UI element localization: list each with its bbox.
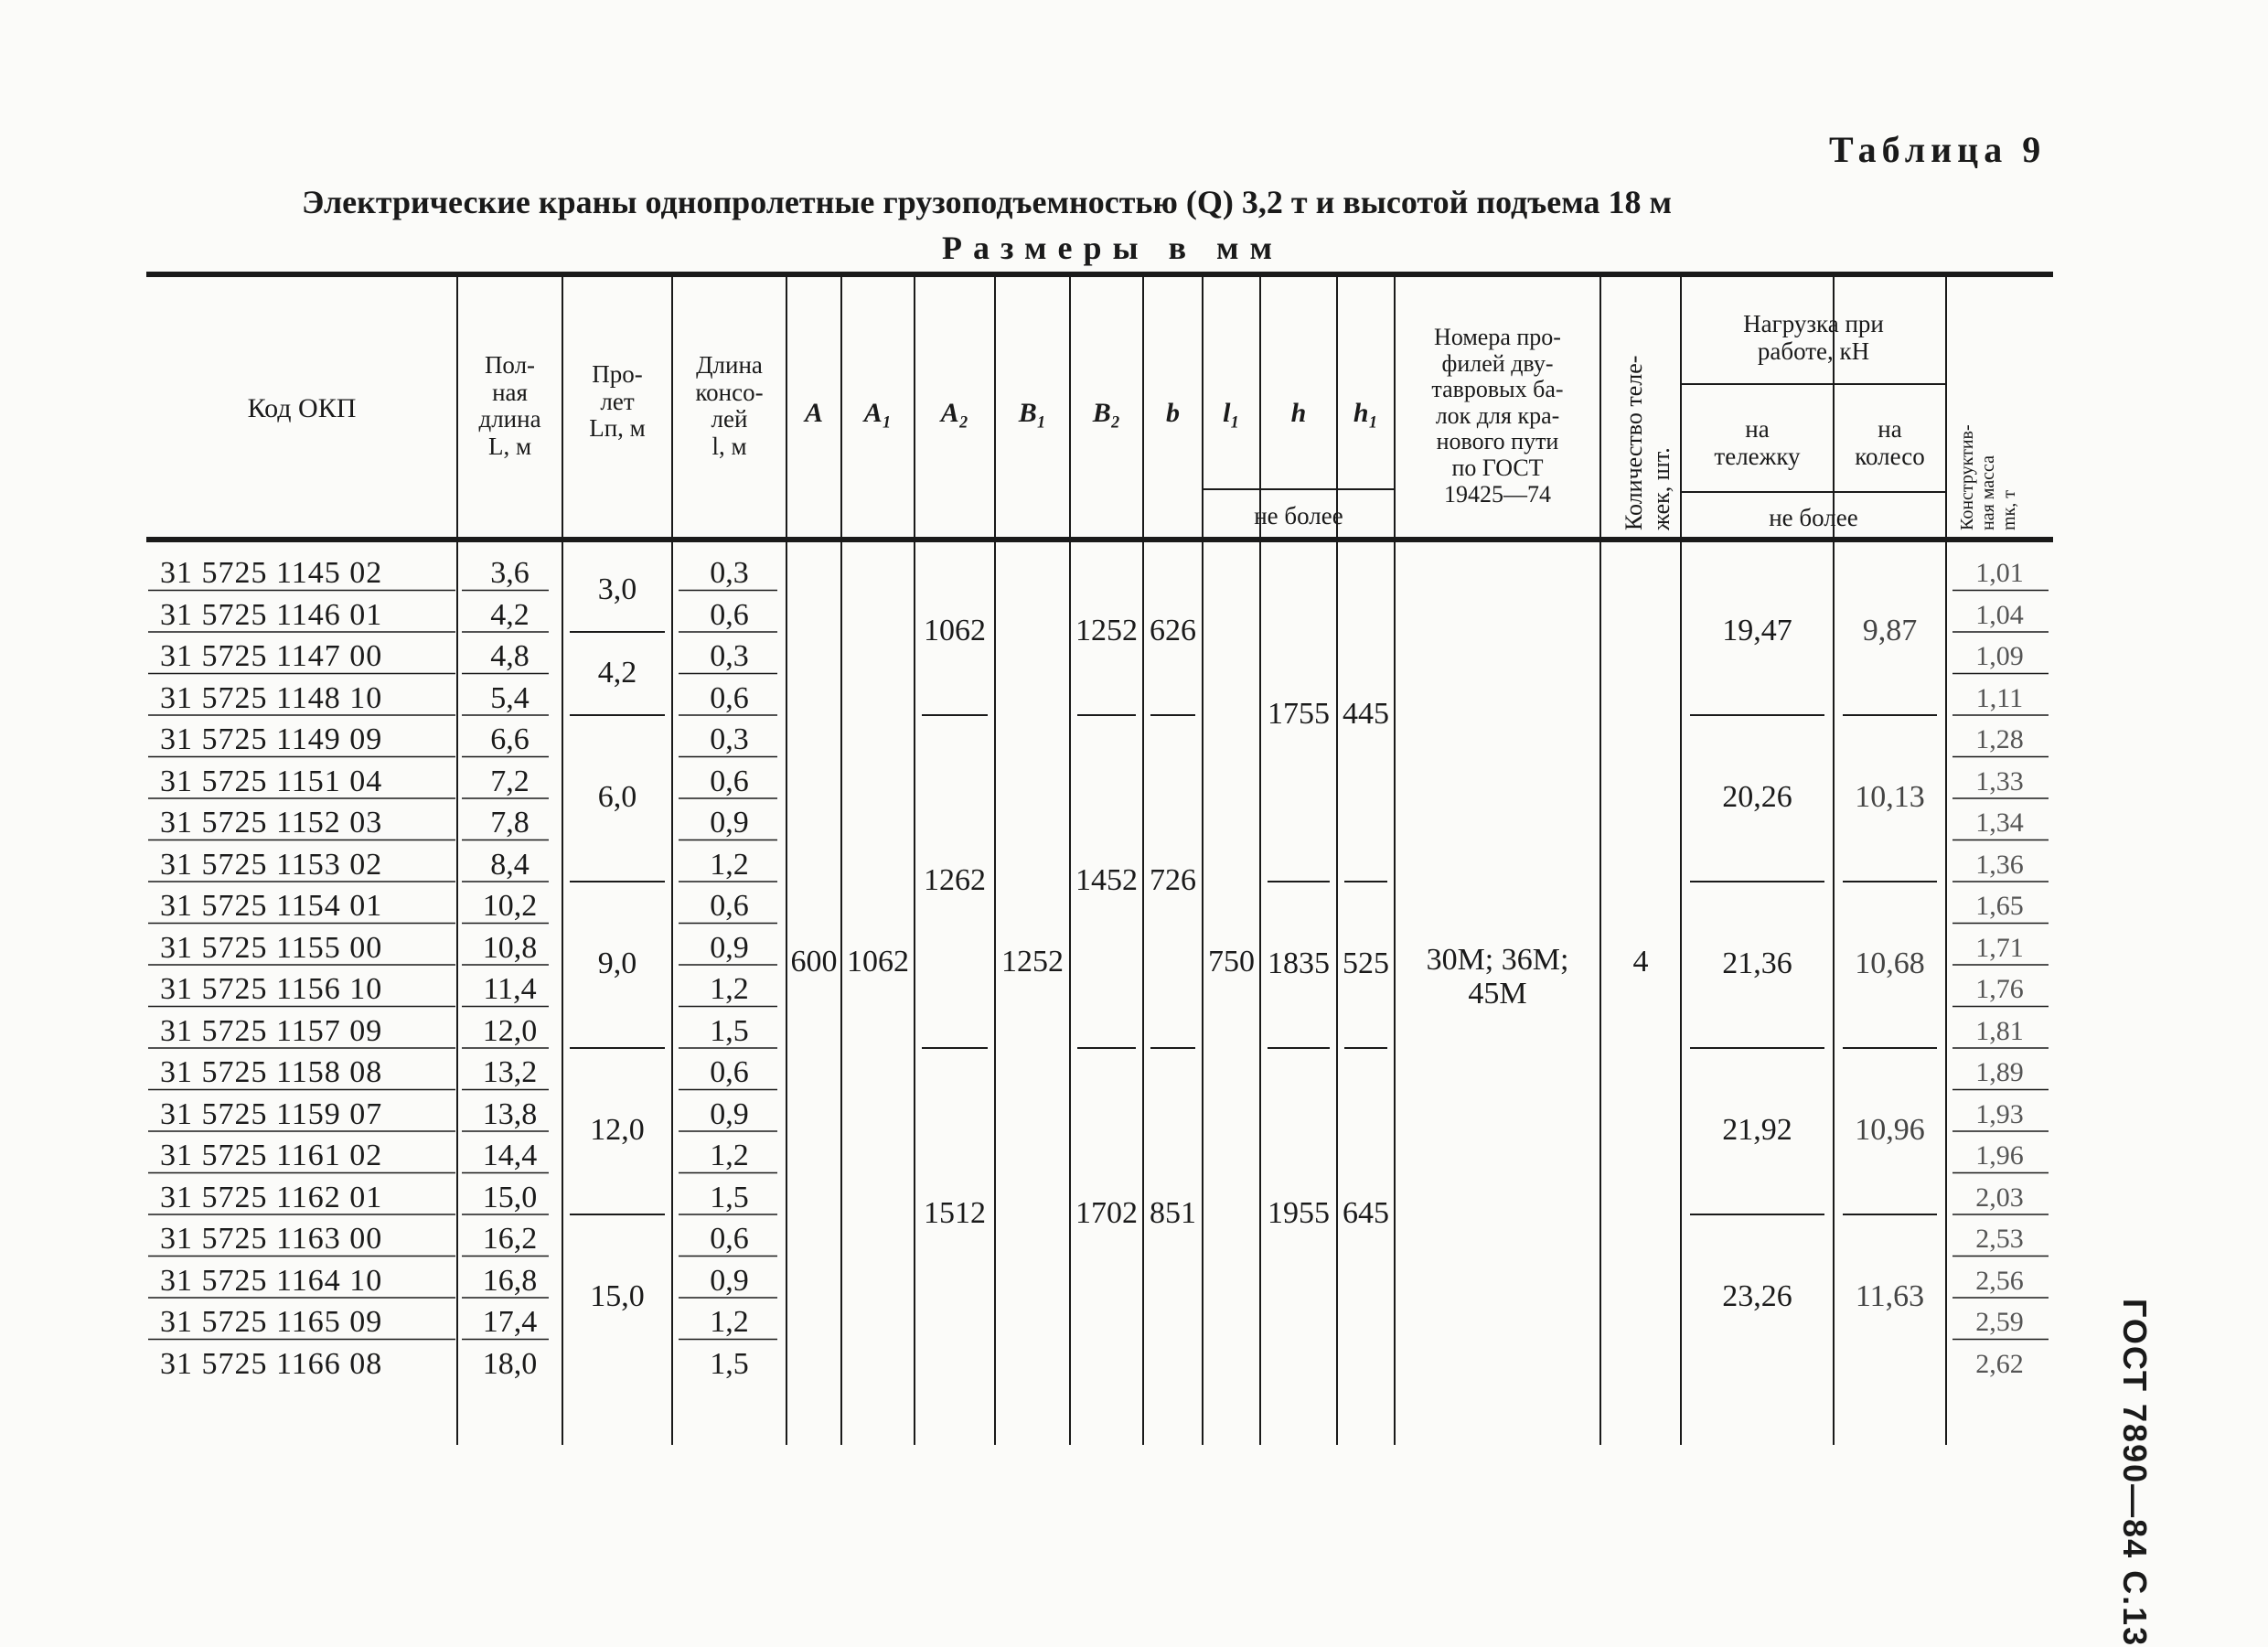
header-line: Пол- [484, 351, 536, 379]
row-full-length: 5,4 [490, 680, 530, 715]
row-full-length: 7,2 [490, 764, 530, 798]
row-b: 851 [1150, 1196, 1196, 1230]
header-load-ne-bolee: не более [1769, 504, 1858, 531]
row-console: 1,2 [710, 847, 749, 882]
row-mass: 2,03 [1975, 1182, 2024, 1213]
header-line: жек, шт. [1647, 447, 1674, 530]
header-line: работе, кН [1757, 337, 1870, 365]
row-span: 6,0 [597, 780, 637, 814]
row-span: 12,0 [590, 1113, 645, 1147]
row-code: 31 5725 1158 08 [160, 1055, 383, 1089]
row-load-wheel: 10,96 [1855, 1113, 1925, 1147]
row-console: 0,3 [710, 722, 749, 756]
row-mass: 1,28 [1975, 724, 2024, 754]
row-full-length: 13,8 [482, 1096, 538, 1131]
table-title: Электрические краны однопролетные грузоподъемностью (Q) 3,2 т и высотой подъема 18 м [302, 184, 1673, 220]
row-full-length: 16,2 [482, 1222, 538, 1256]
row-span: 4,2 [597, 655, 637, 690]
header-b: b [1166, 398, 1180, 428]
header-load-trolley [1681, 416, 1834, 470]
row-full-length: 10,2 [482, 889, 538, 923]
header-line: тележку [1714, 442, 1801, 470]
header-line: тавровых ба- [1431, 376, 1564, 403]
row-console: 1,5 [710, 1346, 749, 1381]
row-full-length: 12,0 [482, 1013, 538, 1048]
row-code: 31 5725 1147 00 [160, 639, 383, 673]
row-console: 0,9 [710, 806, 749, 840]
row-console: 0,6 [710, 1055, 749, 1089]
header-a2: A₂ [940, 398, 969, 428]
header-console [672, 352, 786, 461]
row-code: 31 5725 1148 10 [160, 680, 383, 715]
row-span: 15,0 [590, 1279, 645, 1313]
header-load-group [1681, 311, 1946, 365]
header-b2: B₂ [1092, 398, 1121, 428]
row-console: 0,9 [710, 1096, 749, 1131]
row-load-wheel: 9,87 [1862, 614, 1918, 647]
row-h1: 445 [1343, 697, 1389, 731]
header-line: ная масса [1978, 455, 1998, 530]
row-console: 0,6 [710, 680, 749, 715]
header-h1: h₁ [1353, 398, 1379, 428]
row-full-length: 7,8 [490, 806, 530, 840]
row-console: 1,2 [710, 972, 749, 1006]
header-line: Номера про- [1434, 324, 1561, 350]
header-line: на [1878, 415, 1902, 443]
row-code: 31 5725 1153 02 [160, 847, 383, 882]
header-line: Конструктив- [1957, 424, 1977, 530]
row-mass: 1,71 [1975, 932, 2024, 963]
row-h: 1835 [1268, 946, 1330, 980]
row-b2: 1702 [1075, 1196, 1138, 1230]
row-mass: 2,53 [1975, 1224, 2024, 1254]
header-a: A [804, 398, 823, 428]
header-ne-bolee: не более [1254, 502, 1343, 529]
row-mass: 1,34 [1975, 807, 2024, 838]
row-code: 31 5725 1159 07 [160, 1096, 383, 1131]
row-l1: 750 [1208, 945, 1255, 979]
table-number-label: Таблица 9 [1829, 129, 2047, 170]
header-line: лет [600, 387, 635, 415]
row-code: 31 5725 1165 09 [160, 1305, 383, 1339]
row-full-length: 3,6 [490, 556, 530, 590]
row-b: 626 [1150, 614, 1196, 647]
table-subtitle: Размеры в мм [942, 230, 1284, 266]
row-mass: 1,11 [1975, 682, 2024, 713]
gost-side-mark: ГОСТ 7890—84 С.13 [2116, 1299, 2154, 1647]
row-h: 1755 [1268, 697, 1330, 731]
row-load-trolley: 19,47 [1722, 614, 1792, 647]
row-code: 31 5725 1162 01 [160, 1180, 383, 1214]
header-span [562, 361, 672, 443]
row-quantity: 4 [1632, 945, 1649, 979]
row-mass: 1,65 [1975, 891, 2024, 921]
row-console: 0,6 [710, 764, 749, 798]
row-code: 31 5725 1157 09 [160, 1013, 383, 1048]
header-line: по ГОСТ [1451, 454, 1544, 481]
header-line: Про- [592, 360, 643, 388]
row-a: 600 [790, 945, 838, 979]
header-quantity [1621, 356, 1675, 530]
header-line: l, м [711, 433, 747, 461]
row-console: 1,5 [710, 1180, 749, 1214]
row-console: 0,3 [710, 639, 749, 673]
row-full-length: 10,8 [482, 930, 538, 965]
row-mass: 1,81 [1975, 1015, 2024, 1046]
row-console: 1,5 [710, 1013, 749, 1048]
header-l1: l₁ [1223, 398, 1240, 428]
row-mass: 1,04 [1975, 599, 2024, 630]
row-a2: 1262 [924, 863, 986, 897]
row-full-length: 4,2 [490, 597, 530, 632]
row-h1: 525 [1343, 946, 1389, 980]
header-line: нового пути [1436, 428, 1559, 455]
header-line: консо- [695, 378, 764, 406]
row-load-wheel: 11,63 [1855, 1279, 1925, 1313]
header-code: Код ОКП [247, 393, 357, 423]
row-mass: 1,96 [1975, 1140, 2024, 1171]
row-console: 0,3 [710, 556, 749, 590]
header-line: колесо [1855, 442, 1925, 470]
row-code: 31 5725 1152 03 [160, 806, 383, 840]
header-line: mк, т [1999, 489, 2019, 530]
row-mass: 2,59 [1975, 1307, 2024, 1337]
row-console: 0,9 [710, 1263, 749, 1298]
row-full-length: 17,4 [482, 1305, 538, 1339]
row-load-trolley: 21,92 [1722, 1113, 1792, 1147]
row-code: 31 5725 1145 02 [160, 556, 383, 590]
row-b1: 1252 [1001, 945, 1064, 979]
profiles-line: 30М; 36М; [1426, 943, 1569, 977]
row-a2: 1512 [924, 1196, 986, 1230]
header-line: Нагрузка при [1743, 310, 1884, 337]
row-mass: 1,01 [1975, 558, 2024, 588]
header-line: филей дву- [1441, 349, 1554, 377]
row-mass: 1,89 [1975, 1057, 2024, 1087]
row-mass: 2,56 [1975, 1265, 2024, 1296]
row-code: 31 5725 1166 08 [160, 1346, 383, 1381]
header-line: Длина [696, 351, 763, 379]
row-mass: 1,33 [1975, 765, 2024, 797]
row-mass: 2,62 [1975, 1348, 2024, 1379]
row-profiles [1395, 943, 1600, 1011]
header-line: на [1745, 415, 1770, 443]
row-b2: 1452 [1075, 863, 1138, 897]
row-load-wheel: 10,13 [1855, 780, 1925, 814]
row-code: 31 5725 1154 01 [160, 889, 383, 923]
header-line: лок для кра- [1435, 401, 1560, 429]
header-line: лей [711, 405, 748, 433]
row-console: 0,6 [710, 1222, 749, 1256]
header-full-length [457, 352, 562, 461]
row-full-length: 8,4 [490, 847, 530, 882]
row-code: 31 5725 1155 00 [160, 930, 383, 965]
header-load-wheel [1834, 416, 1946, 470]
row-code: 31 5725 1146 01 [160, 597, 383, 632]
row-load-trolley: 21,36 [1722, 946, 1792, 980]
row-full-length: 16,8 [482, 1263, 538, 1298]
row-console: 0,6 [710, 889, 749, 923]
row-h1: 645 [1343, 1196, 1389, 1230]
header-line: 19425—74 [1444, 480, 1551, 508]
header-line: Lп, м [589, 414, 646, 443]
row-full-length: 4,8 [490, 639, 530, 673]
row-code: 31 5725 1151 04 [160, 764, 383, 798]
row-a1: 1062 [847, 945, 909, 979]
row-full-length: 18,0 [482, 1346, 538, 1381]
row-span: 9,0 [597, 946, 637, 980]
row-load-trolley: 23,26 [1722, 1279, 1792, 1313]
header-profiles [1395, 325, 1600, 508]
header-line: ная [492, 378, 528, 406]
row-code: 31 5725 1163 00 [160, 1222, 383, 1256]
row-mass: 1,09 [1975, 641, 2024, 671]
row-full-length: 15,0 [482, 1180, 538, 1214]
row-mass: 1,36 [1975, 849, 2024, 880]
row-b2: 1252 [1075, 614, 1138, 647]
header-a1: A₁ [863, 398, 893, 428]
row-load-trolley: 20,26 [1722, 780, 1792, 814]
row-console: 0,9 [710, 930, 749, 965]
row-code: 31 5725 1164 10 [160, 1263, 383, 1298]
row-code: 31 5725 1161 02 [160, 1139, 383, 1172]
profiles-line: 45М [1468, 977, 1527, 1011]
row-full-length: 13,2 [482, 1055, 538, 1089]
row-full-length: 14,4 [482, 1139, 538, 1172]
row-b: 726 [1150, 863, 1196, 897]
header-line: L, м [487, 433, 532, 461]
header-mass [1957, 424, 2020, 530]
row-mass: 1,76 [1975, 974, 2024, 1004]
row-load-wheel: 10,68 [1855, 946, 1925, 980]
row-mass: 1,93 [1975, 1098, 2024, 1129]
row-console: 1,2 [710, 1305, 749, 1339]
row-console: 0,6 [710, 597, 749, 632]
row-code: 31 5725 1156 10 [160, 972, 383, 1006]
header-h: h [1290, 398, 1307, 428]
row-h: 1955 [1268, 1196, 1330, 1230]
row-console: 1,2 [710, 1139, 749, 1172]
row-span: 3,0 [597, 572, 637, 606]
row-code: 31 5725 1149 09 [160, 722, 383, 756]
row-full-length: 11,4 [483, 972, 537, 1006]
header-line: Количество теле- [1621, 355, 1647, 530]
row-a2: 1062 [924, 614, 986, 647]
header-line: длина [478, 405, 541, 433]
row-full-length: 6,6 [490, 722, 530, 756]
header-b1: B₁ [1018, 398, 1047, 428]
